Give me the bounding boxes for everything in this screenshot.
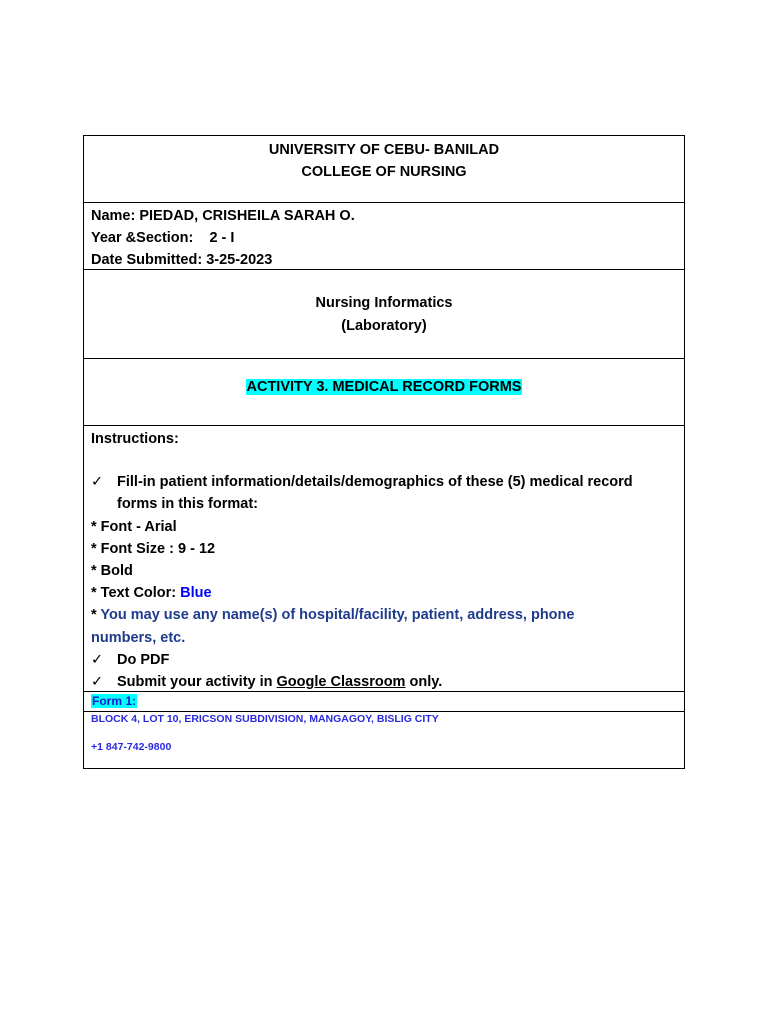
google-classroom-link[interactable]: Google Classroom	[276, 674, 406, 691]
format-bold: * Bold	[91, 563, 133, 580]
instructions-section	[84, 426, 684, 692]
activity-row	[84, 359, 684, 426]
activity-title: ACTIVITY 3. MEDICAL RECORD FORMS	[246, 379, 522, 395]
student-name: Name: PIEDAD, CRISHEILA SARAH O.	[91, 208, 355, 224]
checkmark-icon: ✓	[91, 674, 104, 691]
checkmark-icon: ✓	[91, 474, 104, 491]
form-address: BLOCK 4, LOT 10, ERICSON SUBDIVISION, MANGAGOY, BISLIG CITY	[91, 713, 439, 725]
format-text-color: * Text Color: Blue	[91, 585, 212, 602]
document-table	[83, 135, 685, 769]
form-content	[84, 712, 684, 768]
course-type: (Laboratory)	[341, 318, 427, 334]
instruction-item-pdf: ✓ Do PDF	[91, 649, 677, 671]
form-label-row	[84, 692, 684, 712]
instruction-item-fill-in: ✓ Fill-in patient information/details/demographics of these (5) medical record	[91, 471, 677, 493]
text-color-value: Blue	[180, 585, 212, 602]
form-label: Form 1:	[92, 694, 137, 708]
format-font: * Font - Arial	[91, 518, 177, 535]
format-names-note-cont: numbers, etc.	[91, 629, 186, 646]
format-font-size: * Font Size : 9 - 12	[91, 540, 216, 557]
institution-header	[84, 136, 684, 203]
form-phone: +1 847-742-9800	[91, 741, 172, 753]
college-name: COLLEGE OF NURSING	[301, 164, 467, 180]
university-name: UNIVERSITY OF CEBU- BANILAD	[268, 142, 500, 158]
instruction-item-submit: ✓ Submit your activity in Google Classroom only.	[91, 671, 677, 693]
instructions-heading: Instructions:	[91, 431, 179, 447]
checkmark-icon: ✓	[91, 651, 104, 668]
course-info	[84, 270, 684, 359]
format-names-note: * You may use any name(s) of hospital/facility, patient, address, phone	[91, 607, 575, 624]
year-section: Year &Section: 2 - I	[91, 230, 235, 246]
student-info	[84, 203, 684, 270]
course-title: Nursing Informatics	[315, 295, 453, 311]
instruction-item-fill-in-cont: forms in this format:	[117, 496, 258, 513]
date-submitted: Date Submitted: 3-25-2023	[91, 252, 273, 268]
